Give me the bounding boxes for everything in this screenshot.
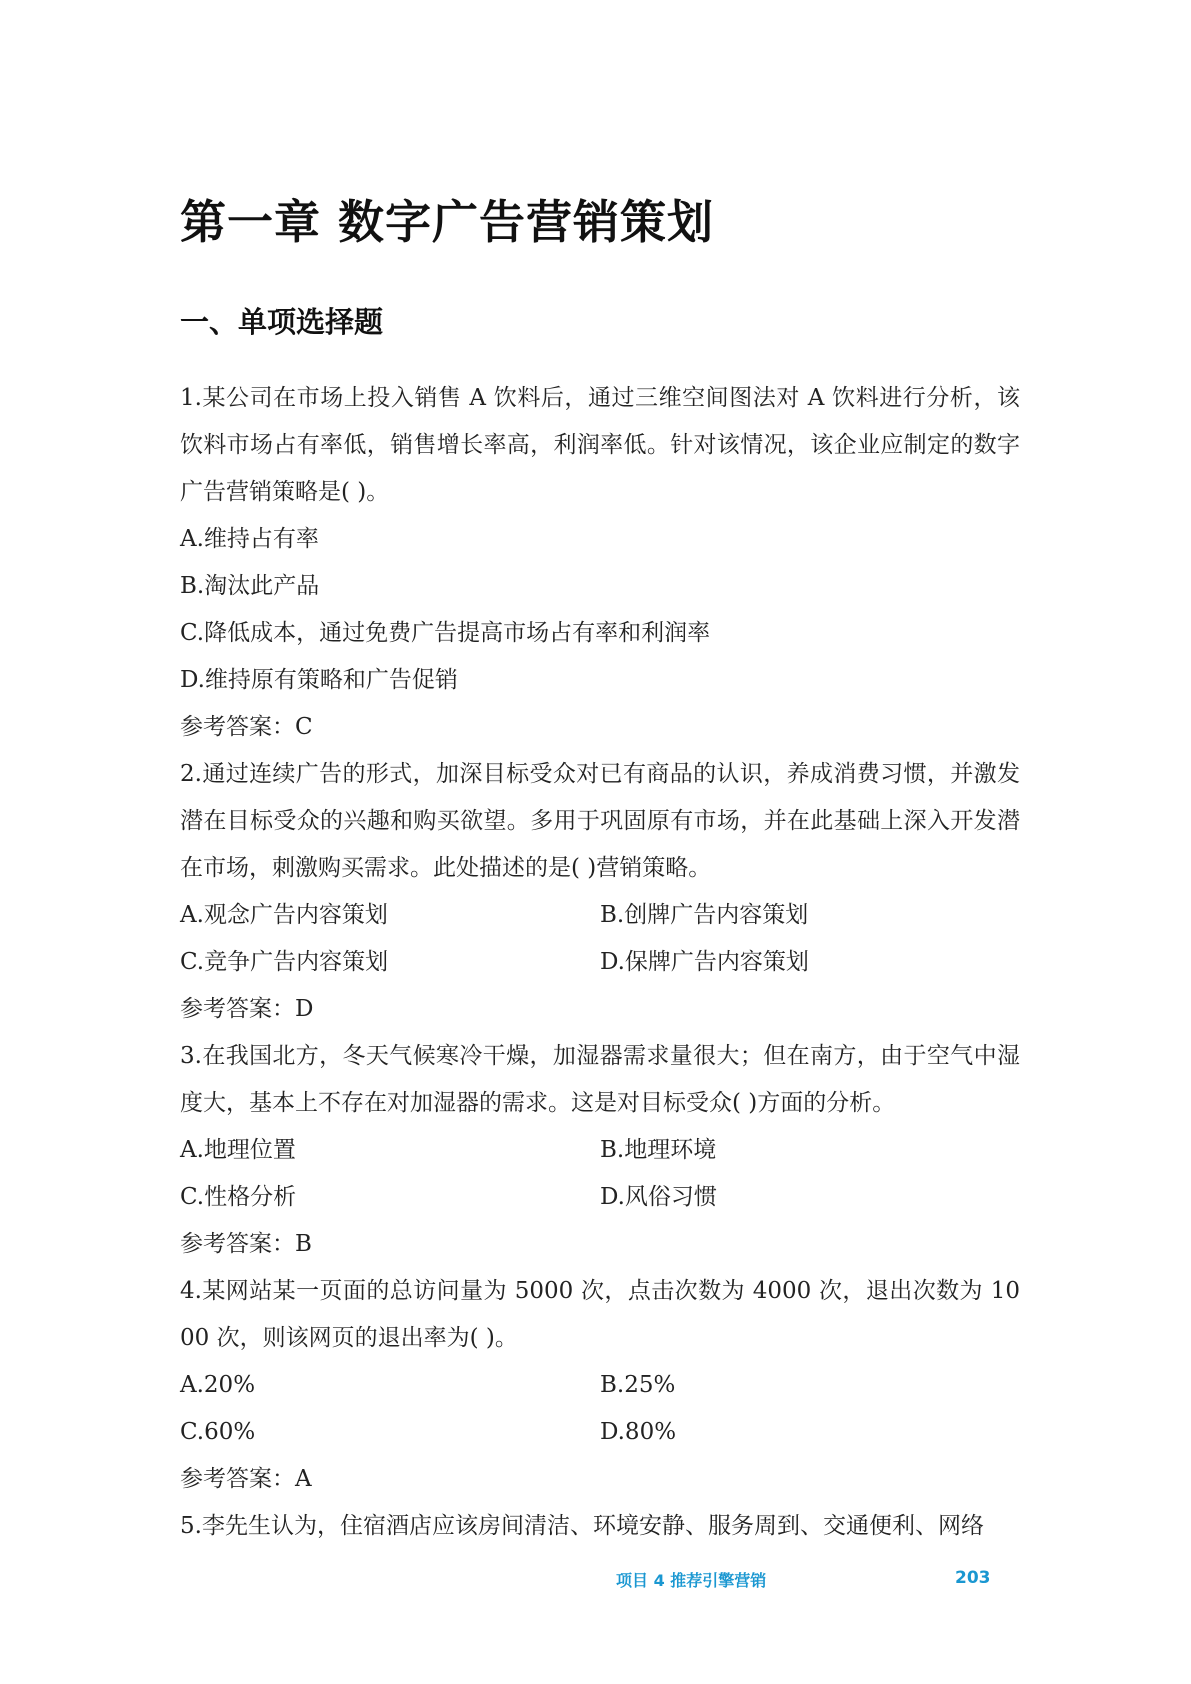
option-row <box>180 1174 1020 1221</box>
question-stem: 2.通过连续广告的形式，加深目标受众对已有商品的认识，养成消费习惯，并激发潜在目标受众的兴趣和购买欲望。多用于巩固原有市场，并在此基础上深入开发潜在市场，刺激购买需求。此处描述的是( )营销策略。 <box>180 761 1020 881</box>
option-a: A.维持占有率 <box>180 526 319 552</box>
question-list <box>180 375 1020 1550</box>
option-b: B.淘汰此产品 <box>180 573 320 599</box>
reference-answer: 参考答案：B <box>180 1231 312 1257</box>
option-row <box>180 1409 1020 1456</box>
option-row <box>180 939 1020 986</box>
option-d: D.风俗习惯 <box>600 1184 717 1210</box>
reference-answer: 参考答案：D <box>180 996 314 1022</box>
option-b: B.创牌广告内容策划 <box>600 902 809 928</box>
option-b: B.25% <box>600 1372 676 1398</box>
option-d: D.80% <box>600 1419 677 1445</box>
question-1 <box>180 375 1020 751</box>
option-a: A.地理位置 <box>180 1137 296 1163</box>
question-4 <box>180 1268 1020 1503</box>
option-a: A.20% <box>180 1372 256 1398</box>
option-b: B.地理环境 <box>600 1137 717 1163</box>
option-a: A.观念广告内容策划 <box>180 902 388 928</box>
question-stem: 4.某网站某一页面的总访问量为 5000 次，点击次数为 4000 次，退出次数为 1000 次，则该网页的退出率为( )。 <box>180 1278 1020 1351</box>
section-title: 一、单项选择题 <box>180 305 384 339</box>
option-c: C.竞争广告内容策划 <box>180 949 389 975</box>
question-stem: 5.李先生认为，住宿酒店应该房间清洁、环境安静、服务周到、交通便利、网络 <box>180 1513 984 1539</box>
option-d: D.维持原有策略和广告促销 <box>180 667 458 693</box>
option-row <box>180 892 1020 939</box>
reference-answer: 参考答案：C <box>180 714 313 740</box>
question-5 <box>180 1503 1020 1550</box>
question-2 <box>180 751 1020 1033</box>
question-stem: 3.在我国北方，冬天气候寒冷干燥，加湿器需求量很大；但在南方，由于空气中湿度大，基本上不存在对加湿器的需求。这是对目标受众( )方面的分析。 <box>180 1043 1020 1116</box>
option-c: C.性格分析 <box>180 1184 297 1210</box>
footer-page-number: 203 <box>955 1568 991 1588</box>
option-row <box>180 1127 1020 1174</box>
option-d: D.保牌广告内容策划 <box>600 949 809 975</box>
footer-project-label: 项目 4 推荐引擎营销 <box>616 1571 767 1590</box>
option-c: C.60% <box>180 1419 256 1445</box>
option-c: C.降低成本，通过免费广告提高市场占有率和利润率 <box>180 620 711 646</box>
question-stem: 1.某公司在市场上投入销售 A 饮料后，通过三维空间图法对 A 饮料进行分析，该饮料市场占有率低，销售增长率高，利润率低。针对该情况，该企业应制定的数字广告营销策略是( )。 <box>180 385 1020 505</box>
option-row <box>180 1362 1020 1409</box>
reference-answer: 参考答案：A <box>180 1466 312 1492</box>
chapter-title: 第一章 数字广告营销策划 <box>180 195 715 249</box>
question-3 <box>180 1033 1020 1268</box>
